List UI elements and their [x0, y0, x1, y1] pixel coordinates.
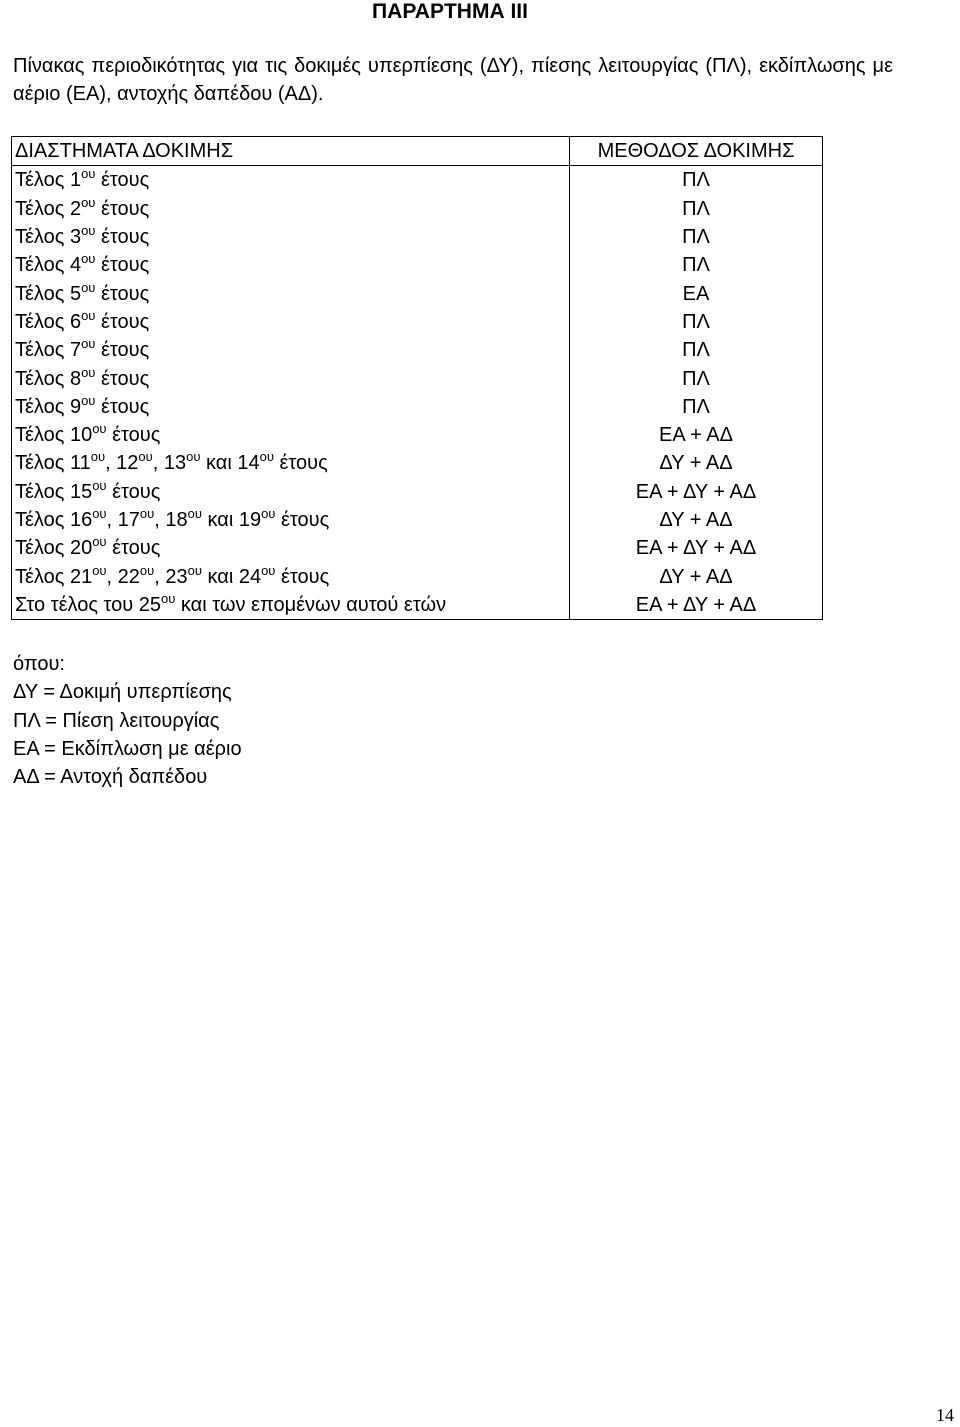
- period-cell: [12, 166, 570, 195]
- period-cell: [12, 364, 570, 392]
- method-cell: ΠΛ: [570, 251, 823, 279]
- period-text: και 24: [201, 565, 262, 588]
- method-cell: ΠΛ: [570, 223, 823, 251]
- method-cell: ΠΛ: [570, 393, 823, 421]
- table-row: [12, 336, 823, 364]
- period-text: έτους: [273, 452, 328, 475]
- table-row: [12, 393, 823, 421]
- ordinal-suffix: ου: [259, 449, 274, 465]
- method-cell: ΕΑ + ΔΥ + ΑΔ: [570, 478, 823, 506]
- period-cell: [12, 591, 570, 620]
- ordinal-suffix: ου: [81, 336, 96, 352]
- period-text: Τέλος 3: [15, 226, 82, 249]
- ordinal-suffix: ου: [81, 223, 96, 239]
- period-text: Τέλος 1: [15, 169, 82, 192]
- ordinal-suffix: ου: [81, 166, 96, 182]
- method-cell: ΕΑ + ΔΥ + ΑΔ: [570, 534, 823, 562]
- table-row: [12, 251, 823, 279]
- legend-item: ΠΛ = Πίεση λειτουργίας: [13, 709, 220, 732]
- method-cell: ΕΑ: [570, 279, 823, 307]
- period-text: , 23: [154, 565, 188, 588]
- ordinal-suffix: ου: [81, 392, 96, 408]
- period-text: έτους: [95, 197, 150, 220]
- period-text: Στο τέλος του 25: [15, 593, 162, 616]
- legend: [13, 650, 242, 791]
- period-text: Τέλος 10: [15, 424, 93, 447]
- ordinal-suffix: ου: [92, 506, 107, 521]
- period-text: και 14: [200, 452, 260, 475]
- period-text: έτους: [275, 509, 330, 531]
- period-text: έτους: [106, 424, 161, 447]
- ordinal-suffix: ου: [92, 421, 107, 437]
- period-cell: [12, 251, 570, 279]
- period-text: έτους: [95, 310, 150, 333]
- period-text: και των επομένων αυτού ετών: [175, 593, 447, 616]
- table-row: [12, 506, 823, 534]
- ordinal-suffix: ου: [92, 477, 107, 493]
- ordinal-suffix: ου: [81, 194, 96, 210]
- table-row: [12, 223, 823, 251]
- table-header-row: [12, 137, 823, 166]
- period-text: έτους: [106, 537, 161, 560]
- table-row: [12, 364, 823, 392]
- period-text: Τέλος 7: [15, 339, 82, 362]
- period-text: Τέλος 5: [15, 282, 82, 305]
- legend-item: ΑΔ = Αντοχή δαπέδου: [13, 766, 208, 789]
- period-text: έτους: [95, 367, 150, 390]
- page-title: ΠΑΡΑΡΤΗΜΑ III: [372, 0, 528, 23]
- period-cell: [12, 478, 570, 506]
- period-text: έτους: [275, 565, 330, 588]
- page-number: 14: [936, 1405, 954, 1425]
- period-text: Τέλος 8: [15, 367, 82, 390]
- table-row: [12, 308, 823, 336]
- method-cell: ΠΛ: [570, 195, 823, 223]
- period-text: Τέλος 4: [15, 254, 82, 277]
- ordinal-suffix: ου: [161, 590, 176, 606]
- ordinal-suffix: ου: [187, 506, 202, 521]
- period-cell: [12, 506, 570, 534]
- period-cell: [12, 421, 570, 449]
- ordinal-suffix: ου: [81, 251, 96, 267]
- ordinal-suffix: ου: [92, 534, 107, 550]
- period-cell: [12, 393, 570, 421]
- table-row: [12, 449, 823, 477]
- period-text: έτους: [95, 339, 150, 362]
- method-cell: ΕΑ + ΑΔ: [570, 421, 823, 449]
- table-row: [12, 591, 823, 620]
- table-row: [12, 421, 823, 449]
- table-row: [12, 534, 823, 562]
- ordinal-suffix: ου: [186, 449, 201, 465]
- header-method: ΜΕΘΟΔΟΣ ΔΟΚΙΜΗΣ: [570, 137, 823, 166]
- period-text: , 18: [154, 509, 188, 531]
- period-text: Τέλος 11: [15, 452, 91, 475]
- ordinal-suffix: ου: [81, 307, 96, 323]
- ordinal-suffix: ου: [139, 506, 155, 521]
- period-text: Τέλος 20: [15, 537, 93, 560]
- method-cell: ΔΥ + ΑΔ: [570, 449, 823, 477]
- intro-paragraph: Πίνακας περιοδικότητας για τις δοκιμές υπερπίεσης (ΔΥ), πίεσης λειτουργίας (ΠΛ), εκδίπλωσης με αέριο (ΕΑ), αντοχής δαπέδου (ΑΔ).: [13, 55, 893, 105]
- period-cell: [12, 223, 570, 251]
- legend-intro: όπου:: [13, 653, 65, 675]
- period-cell: [12, 195, 570, 223]
- method-cell: ΕΑ + ΔΥ + ΑΔ: [570, 591, 823, 620]
- table-row: [12, 279, 823, 307]
- ordinal-suffix: ου: [138, 449, 153, 465]
- method-cell: ΔΥ + ΑΔ: [570, 562, 823, 590]
- table-row: [12, 166, 823, 195]
- ordinal-suffix: ου: [187, 562, 202, 578]
- period-cell: [12, 336, 570, 364]
- period-text: και 19: [201, 509, 262, 531]
- period-text: έτους: [95, 282, 150, 305]
- period-text: Τέλος 15: [15, 480, 93, 503]
- period-text: έτους: [106, 480, 161, 503]
- ordinal-suffix: ου: [261, 562, 276, 578]
- ordinal-suffix: ου: [92, 562, 107, 578]
- method-cell: ΠΛ: [570, 336, 823, 364]
- period-cell: [12, 279, 570, 307]
- period-text: Τέλος 9: [15, 395, 82, 418]
- test-schedule-table: [11, 136, 823, 620]
- period-text: έτους: [95, 254, 150, 277]
- legend-item: ΕΑ = Εκδίπλωση με αέριο: [13, 737, 242, 760]
- period-text: , 12: [105, 452, 139, 475]
- period-cell: [12, 308, 570, 336]
- period-text: , 22: [106, 565, 140, 588]
- period-text: έτους: [95, 169, 150, 192]
- period-cell: [12, 562, 570, 590]
- period-cell: [12, 534, 570, 562]
- period-text: , 17: [106, 509, 140, 531]
- period-text: έτους: [95, 395, 150, 418]
- period-text: Τέλος 21: [15, 565, 93, 588]
- ordinal-suffix: ου: [139, 562, 155, 578]
- method-cell: ΠΛ: [570, 364, 823, 392]
- method-cell: ΔΥ + ΑΔ: [570, 506, 823, 534]
- method-cell: ΠΛ: [570, 166, 823, 195]
- period-text: Τέλος 16: [15, 509, 93, 531]
- ordinal-suffix: ου: [261, 506, 276, 521]
- ordinal-suffix: ου: [90, 449, 106, 465]
- period-text: Τέλος 2: [15, 197, 82, 220]
- period-text: έτους: [95, 226, 150, 249]
- table-row: [12, 478, 823, 506]
- legend-item: ΔΥ = Δοκιμή υπερπίεσης: [13, 681, 232, 704]
- table-row: [12, 195, 823, 223]
- method-cell: ΠΛ: [570, 308, 823, 336]
- table-row: [12, 562, 823, 590]
- period-text: Τέλος 6: [15, 310, 82, 333]
- header-intervals: ΔΙΑΣΤΗΜΑΤΑ ΔΟΚΙΜΗΣ: [12, 137, 570, 166]
- ordinal-suffix: ου: [81, 364, 96, 380]
- period-cell: [12, 449, 570, 477]
- period-text: , 13: [152, 452, 187, 475]
- ordinal-suffix: ου: [81, 279, 96, 295]
